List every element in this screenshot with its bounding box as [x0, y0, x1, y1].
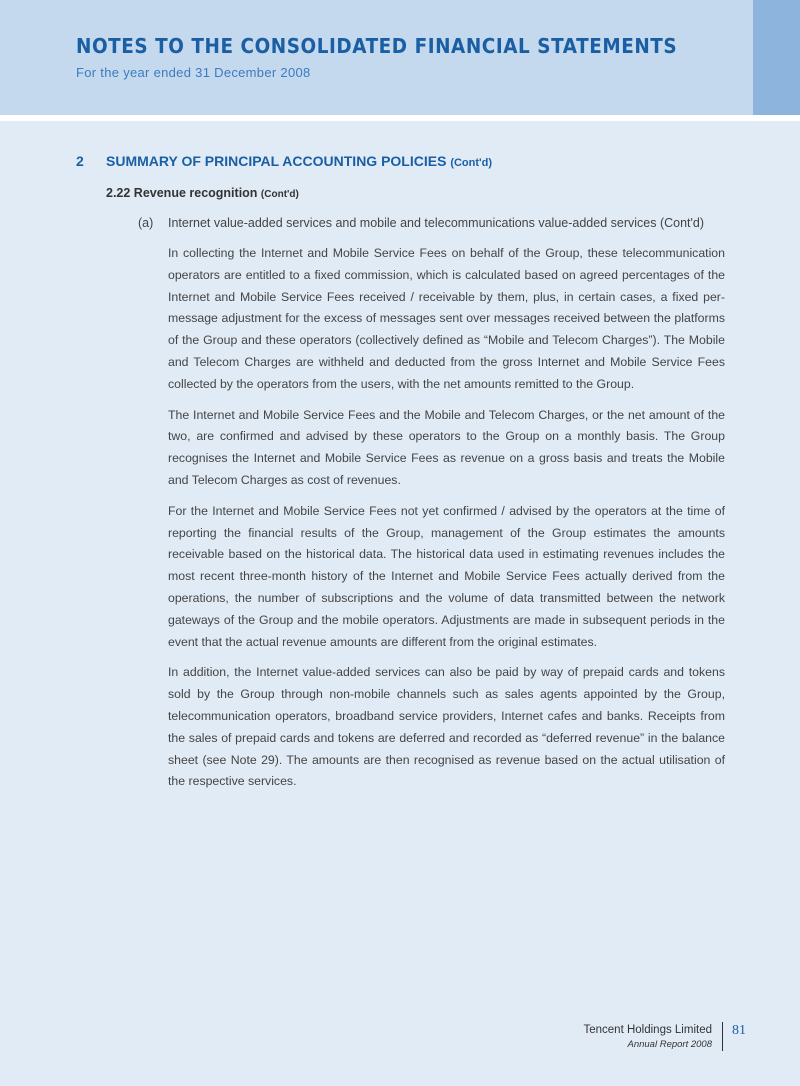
page-title: NOTES TO THE CONSOLIDATED FINANCIAL STATEMENTS	[76, 34, 678, 58]
subsection-cont-label: (Cont'd)	[260, 189, 299, 200]
section-heading	[76, 153, 492, 169]
header-divider	[0, 115, 800, 121]
footer-company: Tencent Holdings Limited	[583, 1024, 712, 1036]
body-text	[168, 243, 725, 802]
footer-divider	[722, 1022, 723, 1051]
paragraph-3: For the Internet and Mobile Service Fees not yet confirmed / advised by the operators at the time of reporting the financial results of the Group, management of the Group estimates the amounts receivable based on the historical data. The historical data used in estimating revenues includes the most recent three-month history of the Internet and Mobile Service Fees actually derived from the operations, the number of subscriptions and the volume of data transmitted between the network gateways of the Group and the mobile operators. Adjustments are made in subsequent periods in the event that the actual revenue amounts are different from the original estimates.	[168, 503, 725, 649]
paragraph-4: In addition, the Internet value-added services can also be paid by way of prepaid cards and tokens sold by the Group through non-mobile channels such as sales agents appointed by the Group, telecommunication operators, broadband service providers, Internet cafes and banks. Receipts from the sales of prepaid cards and tokens are deferred and recorded as “deferred revenue” in the balance sheet (see Note 29). The amounts are then recognised as revenue based on the actual utilisation of the respective services.	[168, 665, 725, 789]
item-title: Internet value-added services and mobile and telecommunications value-added services (Cont'd)	[168, 216, 705, 230]
subsection-heading	[106, 186, 299, 200]
paragraph-1: In collecting the Internet and Mobile Service Fees on behalf of the Group, these telecommunication operators are entitled to a fixed commission, which is calculated based on agreed percentages of the Internet and Mobile Service Fees received / receivable by them, plus, in certain cases, a fixed per-message adjustment for the excess of messages sent over messages received between the platforms of the Group and these operators (collectively defined as “Mobile and Telecom Charges”). The Mobile and Telecom Charges are withheld and deducted from the gross Internet and Mobile Service Fees collected by the operators from the users, with the net amounts remitted to the Group.	[168, 246, 725, 391]
paragraph-2: The Internet and Mobile Service Fees and the Mobile and Telecom Charges, or the net amount of the two, are confirmed and advised by these operators to the Group on a monthly basis. The Group recognises the Internet and Mobile Service Fees as revenue on a gross basis and treats the Mobile and Telecom Charges as cost of revenues.	[168, 407, 725, 487]
footer-report-title: Annual Report 2008	[627, 1039, 712, 1050]
header-accent-block	[753, 0, 800, 115]
item-label: (a)	[138, 216, 154, 230]
page-subtitle: For the year ended 31 December 2008	[76, 65, 311, 80]
section-number: 2	[76, 153, 84, 169]
section-title: SUMMARY OF PRINCIPAL ACCOUNTING POLICIES	[106, 153, 447, 169]
page-number: 81	[732, 1023, 746, 1038]
subsection-title: 2.22 Revenue recognition	[106, 186, 258, 200]
section-cont-label: (Cont'd)	[450, 157, 493, 169]
